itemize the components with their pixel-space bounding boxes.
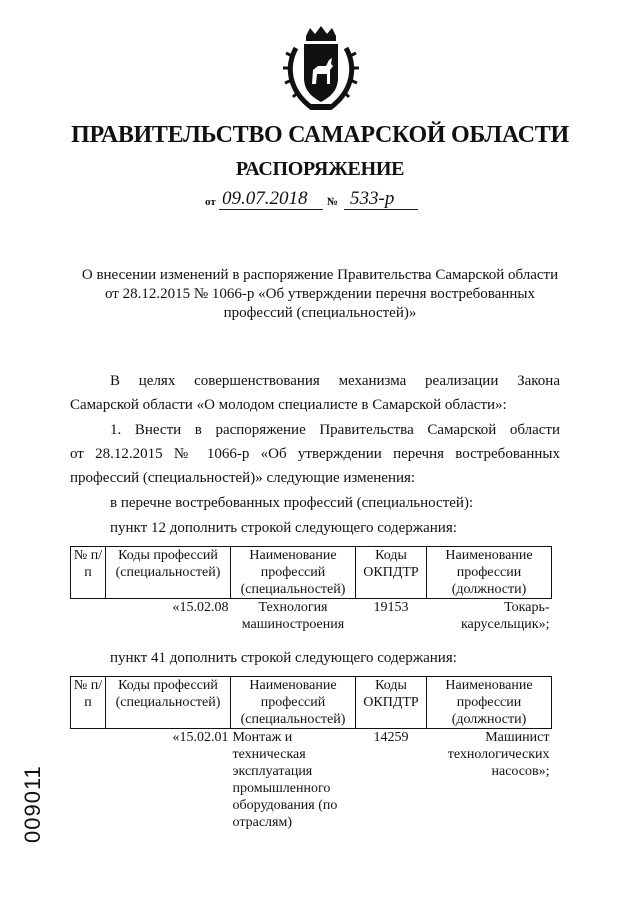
cell-name: Монтаж и техническая эксплуатация промышленного оборудования (по отраслям) xyxy=(232,730,338,830)
number-prefix: № xyxy=(327,196,339,208)
paragraph-line: пункт 12 дополнить строкой следующего содержания: xyxy=(110,520,457,536)
cell-code: «15.02.01 xyxy=(172,730,229,745)
header-codes: Коды профессий (специальностей) xyxy=(106,547,231,599)
subject-line: О внесении изменений в распоряжение Правительства Самарской области xyxy=(81,267,559,283)
date-prefix: от xyxy=(205,196,216,208)
header-okpdtr: Коды ОКПДТР xyxy=(356,547,427,599)
header-name: Наименование профессий (специальностей) xyxy=(231,547,356,599)
header-num: № п/п xyxy=(71,677,106,729)
document-subject xyxy=(60,266,580,323)
number-underline xyxy=(344,209,418,210)
cell-position: Токарь-карусельщик»; xyxy=(460,600,550,632)
date-number-line xyxy=(0,188,640,212)
header-position: Наименование профессии (должности) xyxy=(427,677,552,729)
stamp-number: 009011 xyxy=(20,765,45,843)
table-row xyxy=(71,599,552,634)
paragraph-line: в перечне востребованных профессий (специальностей): xyxy=(110,495,474,511)
cell-name: Технология машиностроения xyxy=(241,600,345,632)
header-okpdtr: Коды ОКПДТР xyxy=(356,677,427,729)
subject-line: профессий (специальностей)» xyxy=(223,305,417,321)
registration-stamp xyxy=(6,765,66,845)
paragraph-line: профессий (специальностей)» следующие изменения: xyxy=(70,470,416,486)
cell-okpdtr: 19153 xyxy=(373,600,409,615)
header-num: № п/п xyxy=(71,547,106,599)
date-value: 09.07.2018 xyxy=(222,188,308,209)
government-title: ПРАВИТЕЛЬСТВО САМАРСКОЙ ОБЛАСТИ xyxy=(71,122,569,148)
table-row xyxy=(71,729,552,832)
insertion-table-2 xyxy=(70,676,552,831)
number-value: 533-р xyxy=(350,188,395,209)
insertion-table-1 xyxy=(70,546,552,633)
cell-code: «15.02.08 xyxy=(172,600,229,615)
header-codes: Коды профессий (специальностей) xyxy=(106,677,231,729)
header-position: Наименование профессии (должности) xyxy=(427,547,552,599)
table-header-row xyxy=(71,677,552,729)
paragraph-line: Самарской области «О молодом специалисте в Самарской области»: xyxy=(70,397,507,413)
cell-okpdtr: 14259 xyxy=(373,730,409,745)
document-type: РАСПОРЯЖЕНИЕ xyxy=(235,158,405,180)
paragraph-line: пункт 41 дополнить строкой следующего содержания: xyxy=(110,650,457,666)
table-header-row xyxy=(71,547,552,599)
cell-position: Машинист технологических насосов»; xyxy=(447,730,550,779)
header-name: Наименование профессий (специальностей) xyxy=(231,677,356,729)
date-underline xyxy=(219,209,323,210)
samara-coat-of-arms-icon xyxy=(282,26,360,114)
paragraph-line: 1. Внести в распоряжение Правительства Самарской области xyxy=(110,422,560,438)
paragraph-line: от 28.12.2015 № 1066-р «Об утверждении перечня востребованных xyxy=(70,446,560,462)
paragraph-line: В целях совершенствования механизма реализации Закона xyxy=(110,373,560,389)
subject-line: от 28.12.2015 № 1066-р «Об утверждении перечня востребованных xyxy=(105,286,535,302)
